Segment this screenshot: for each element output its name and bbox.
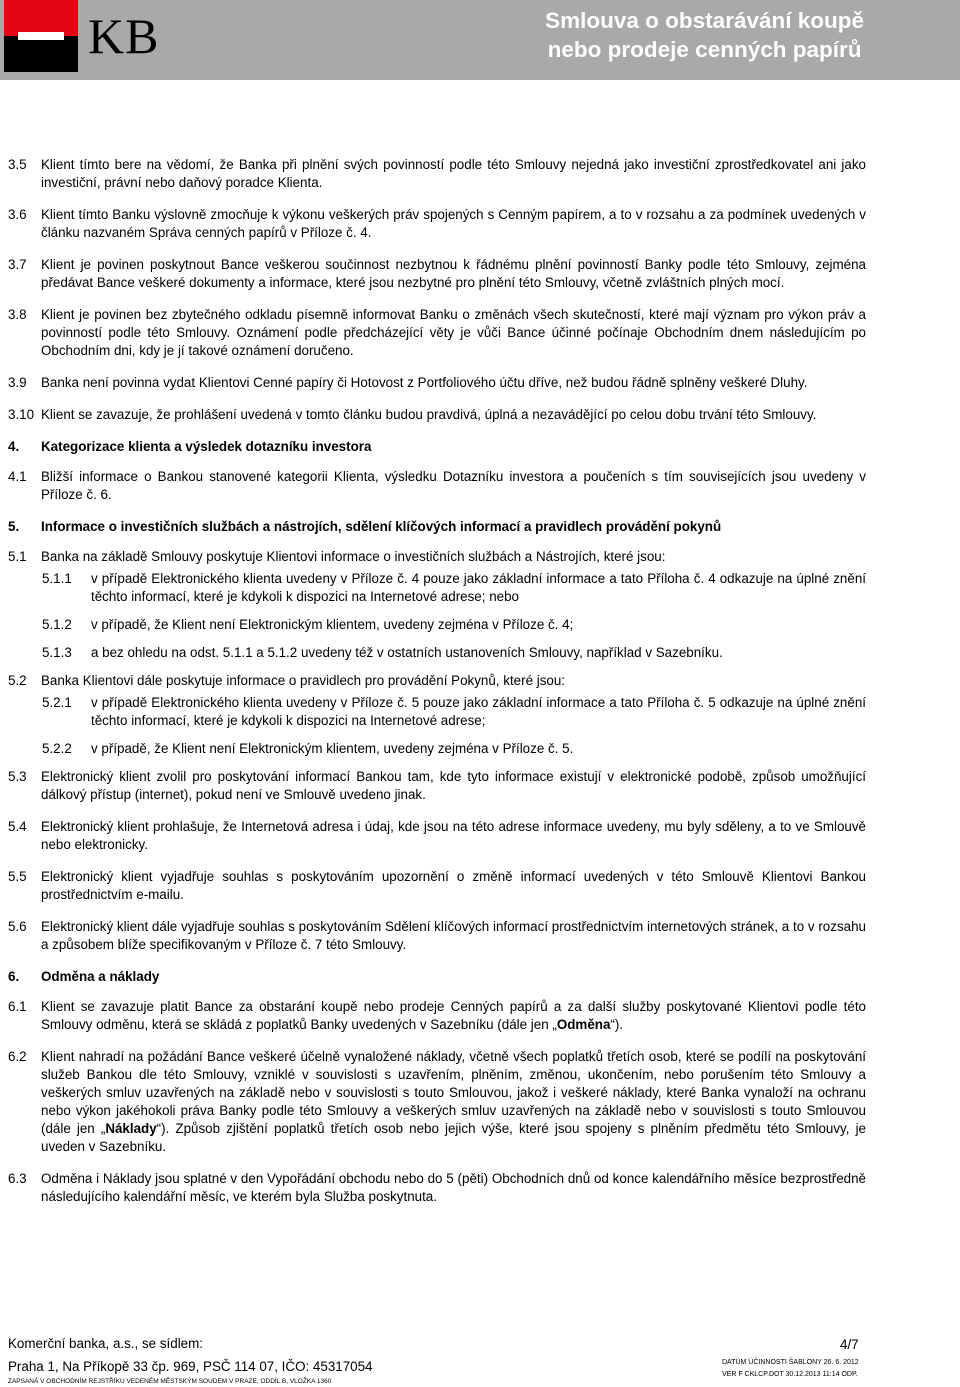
clause-text: Banka Klientovi dále poskytuje informace o pravidlech pro provádění Pokynů, které jsou: bbox=[41, 673, 566, 688]
clause-5-2 bbox=[8, 672, 866, 690]
clause-number: 6.1 bbox=[8, 999, 27, 1014]
document-body bbox=[8, 156, 866, 1220]
clause-6-1 bbox=[8, 998, 866, 1034]
document-title bbox=[545, 6, 864, 64]
clause-number: 4.1 bbox=[8, 469, 27, 484]
clause-number: 3.7 bbox=[8, 257, 27, 272]
clause-5-4 bbox=[8, 818, 866, 854]
clause-4-1 bbox=[8, 468, 866, 504]
clause-text-part-b: “). bbox=[610, 1017, 624, 1032]
clause-text: Klient tímto Banku výslovně zmocňuje k výkonu veškerých práv spojených s Cenným papírem, a to v rozsahu a za podmínek uvedených v článku nazvaném Správa cenných papírů v Příloze č. 4. bbox=[41, 207, 866, 240]
clause-number: 5.5 bbox=[8, 869, 27, 884]
clause-text: Elektronický klient vyjadřuje souhlas s poskytováním upozornění o změně informací uvedených v této Smlouvě Klientovi Bankou prostřednictvím e-mailu. bbox=[41, 869, 866, 902]
clause-3-8 bbox=[8, 306, 866, 360]
subclause-number: 5.1.1 bbox=[42, 571, 72, 586]
clause-text: Klient je povinen poskytnout Bance veškerou součinnost nezbytnou k řádnému plnění povinností Banky podle této Smlouvy, zejména předávat Bance veškeré dokumenty a informace, které jsou nezbytné pro plnění této Smlouvy, včetně zvláštních plných mocí. bbox=[41, 257, 866, 290]
clause-text-part-b: “). Způsob zjištění poplatků třetích osob nebo jejich výše, které jsou spojeny s plněním předmětu této Smlouvy, je uveden v Sazebníku. bbox=[41, 1121, 866, 1154]
section-number: 4. bbox=[8, 439, 20, 454]
clause-number: 5.6 bbox=[8, 919, 27, 934]
subclause-number: 5.1.2 bbox=[42, 617, 72, 632]
subclause-text: a bez ohledu na odst. 5.1.1 a 5.1.2 uvedeny též v ostatních ustanoveních Smlouvy, například v Sazebníku. bbox=[91, 645, 723, 660]
kb-logo-icon bbox=[4, 0, 78, 72]
clause-number: 6.3 bbox=[8, 1171, 27, 1186]
subclause-text: v případě Elektronického klienta uvedeny v Příloze č. 5 pouze jako základní informace a tato Příloha č. 5 odkazuje na úplné znění těchto informací, které je kdykoli k dispozici na Internetové adrese; bbox=[91, 695, 866, 728]
clause-number: 3.5 bbox=[8, 157, 27, 172]
template-effective-date: DATUM ÚČINNOSTI ŠABLONY 26. 6. 2012 bbox=[722, 1359, 859, 1366]
section-title: Informace o investičních službách a nástrojích, sdělení klíčových informací a pravidlech provádění pokynů bbox=[41, 519, 722, 534]
section-title: Odměna a náklady bbox=[41, 969, 160, 984]
subclause-text: v případě, že Klient není Elektronickým klientem, uvedeny zejména v Příloze č. 4; bbox=[91, 617, 574, 632]
header-band bbox=[0, 0, 960, 80]
subclause-number: 5.2.2 bbox=[42, 741, 72, 756]
clause-3-10 bbox=[8, 406, 866, 424]
subclause-5-2-2 bbox=[8, 740, 866, 758]
subclause-5-1-3 bbox=[8, 644, 866, 662]
clause-5-5 bbox=[8, 868, 866, 904]
clause-text: Klient je povinen bez zbytečného odkladu písemně informovat Banku o změnách všech skutečností, které mají význam pro výkon práv a povinností podle této Smlouvy. Oznámení podle předcházející věty je vůči Bance účinné počínaje Obchodním dnem následujícím po Obchodním dni, kdy je jí takové oznámení doručeno. bbox=[41, 307, 866, 358]
clause-number: 5.2 bbox=[8, 673, 27, 688]
clause-5-6 bbox=[8, 918, 866, 954]
subclause-text: v případě, že Klient není Elektronickým klientem, uvedeny zejména v Příloze č. 5. bbox=[91, 741, 574, 756]
clause-text-part-a: Klient nahradí na požádání Bance veškeré účelně vynaložené náklady, včetně všech poplatků třetích osob, které se podílí na poskytování služeb Bankou dle této Smlouvy, vzniklé v souvislosti s uzavřením, plněním, změnou, ukončením, nebo porušením této Smlouvy a veškerých smluv uzavřených na základě nebo v souvislosti s touto Smlouvou, jakož i veškeré náklady, které Banka vynaloží na ochranu nebo výkon jakéhokoli práva Banky podle této Smlouvy a veškerých smluv uzavřených na základě nebo v souvislosti s touto Smlouvou (dále jen „ bbox=[41, 1049, 866, 1136]
section-number: 6. bbox=[8, 969, 20, 984]
clause-text: Klient se zavazuje, že prohlášení uvedená v tomto článku budou pravdivá, úplná a nezavádějící po celou dobu trvání této Smlouvy. bbox=[41, 407, 817, 422]
section-heading-5 bbox=[8, 518, 866, 536]
footer-address: Praha 1, Na Příkopě 33 čp. 969, PSČ 114 07, IČO: 45317054 bbox=[8, 1359, 373, 1374]
defined-term-odmena: Odměna bbox=[556, 1017, 611, 1032]
clause-number: 3.10 bbox=[8, 407, 35, 422]
clause-3-7 bbox=[8, 256, 866, 292]
subclause-5-2-1 bbox=[8, 694, 866, 730]
section-title: Kategorizace klienta a výsledek dotazníku investora bbox=[41, 439, 372, 454]
clause-number: 3.9 bbox=[8, 375, 27, 390]
clause-text: Klient tímto bere na vědomí, že Banka při plnění svých povinností podle této Smlouvy nejedná jako investiční zprostředkovatel ani jako investiční, právní nebo daňový poradce Klienta. bbox=[41, 157, 866, 190]
clause-6-2 bbox=[8, 1048, 866, 1156]
clause-number: 5.3 bbox=[8, 769, 27, 784]
document-title-line1: Smlouva o obstarávání koupě bbox=[545, 8, 864, 33]
subclause-5-1-1 bbox=[8, 570, 866, 606]
clause-6-3 bbox=[8, 1170, 866, 1206]
section-heading-6 bbox=[8, 968, 866, 986]
logo-text: KB bbox=[88, 8, 160, 64]
clause-5-3 bbox=[8, 768, 866, 804]
clause-text: Odměna i Náklady jsou splatné v den Vypořádání obchodu nebo do 5 (pěti) Obchodních dnů od konce kalendářního měsíce bezprostředně následujícího kalendářní měsíc, ve kterém byla Služba poskytnuta. bbox=[41, 1171, 866, 1204]
clause-text: Elektronický klient dále vyjadřuje souhlas s poskytováním Sdělení klíčových informací prostřednictvím internetových stránek, a to v rozsahu a způsobem blíže specifikovaným v Příloze č. 7 této Smlouvy. bbox=[41, 919, 866, 952]
footer-register: ZAPSANÁ V OBCHODNÍM REJSTŘÍKU VEDENÉM MĚSTSKÝM SOUDEM V PRAZE, ODDÍL B, VLOŽKA 1360 bbox=[8, 1378, 332, 1385]
clause-5-1 bbox=[8, 548, 866, 566]
clause-3-5 bbox=[8, 156, 866, 192]
clause-text: Banka není povinna vydat Klientovi Cenné papíry či Hotovost z Portfoliového účtu dříve, než budou řádně splněny veškeré Dluhy. bbox=[41, 375, 808, 390]
clause-number: 5.4 bbox=[8, 819, 27, 834]
clause-text: Bližší informace o Bankou stanovené kategorii Klienta, výsledku Dotazníku investora a poučeních s tím souvisejících jsou uvedeny v Příloze č. 6. bbox=[41, 469, 866, 502]
clause-number: 3.6 bbox=[8, 207, 27, 222]
defined-term-naklady: Náklady bbox=[105, 1121, 157, 1136]
clause-3-6 bbox=[8, 206, 866, 242]
clause-text: Elektronický klient prohlašuje, že Internetová adresa i údaj, kde jsou na této adrese informace uvedeny, mu byly sděleny, a to ve Smlouvě nebo elektronicky. bbox=[41, 819, 866, 852]
template-version: VER F CKLCP.DOT 30.12.2013 11:14 ODP. bbox=[722, 1371, 858, 1378]
clause-text: Elektronický klient zvolil pro poskytování informací Bankou tam, kde tyto informace existují v elektronické podobě, způsob umožňující dálkový přístup (internet), pokud není ve Smlouvě uvedeno jinak. bbox=[41, 769, 866, 802]
document-title-line2: nebo prodeje cenných papírů bbox=[547, 37, 862, 62]
subclause-number: 5.2.1 bbox=[42, 695, 72, 710]
section-heading-4 bbox=[8, 438, 866, 456]
page-number: 4/7 bbox=[840, 1337, 859, 1352]
subclause-5-1-2 bbox=[8, 616, 866, 634]
clause-3-9 bbox=[8, 374, 866, 392]
clause-text-part-a: Klient se zavazuje platit Bance za obstarání koupě nebo prodeje Cenných papírů a za další služby poskytované Klientovi podle této Smlouvy odměnu, která se skládá z poplatků Banky uvedených v Sazebníku (dále jen „ bbox=[41, 999, 866, 1032]
footer-company: Komerční banka, a.s., se sídlem: bbox=[8, 1336, 203, 1351]
subclause-number: 5.1.3 bbox=[42, 645, 72, 660]
section-number: 5. bbox=[8, 519, 20, 534]
subclause-text: v případě Elektronického klienta uvedeny v Příloze č. 4 pouze jako základní informace a tato Příloha č. 4 odkazuje na úplné znění těchto informací, které je kdykoli k dispozici na Internetové adrese; nebo bbox=[91, 571, 866, 604]
clause-number: 3.8 bbox=[8, 307, 27, 322]
clause-number: 5.1 bbox=[8, 549, 27, 564]
clause-number: 6.2 bbox=[8, 1049, 27, 1064]
clause-text: Banka na základě Smlouvy poskytuje Klientovi informace o investičních službách a Nástrojích, které jsou: bbox=[41, 549, 666, 564]
